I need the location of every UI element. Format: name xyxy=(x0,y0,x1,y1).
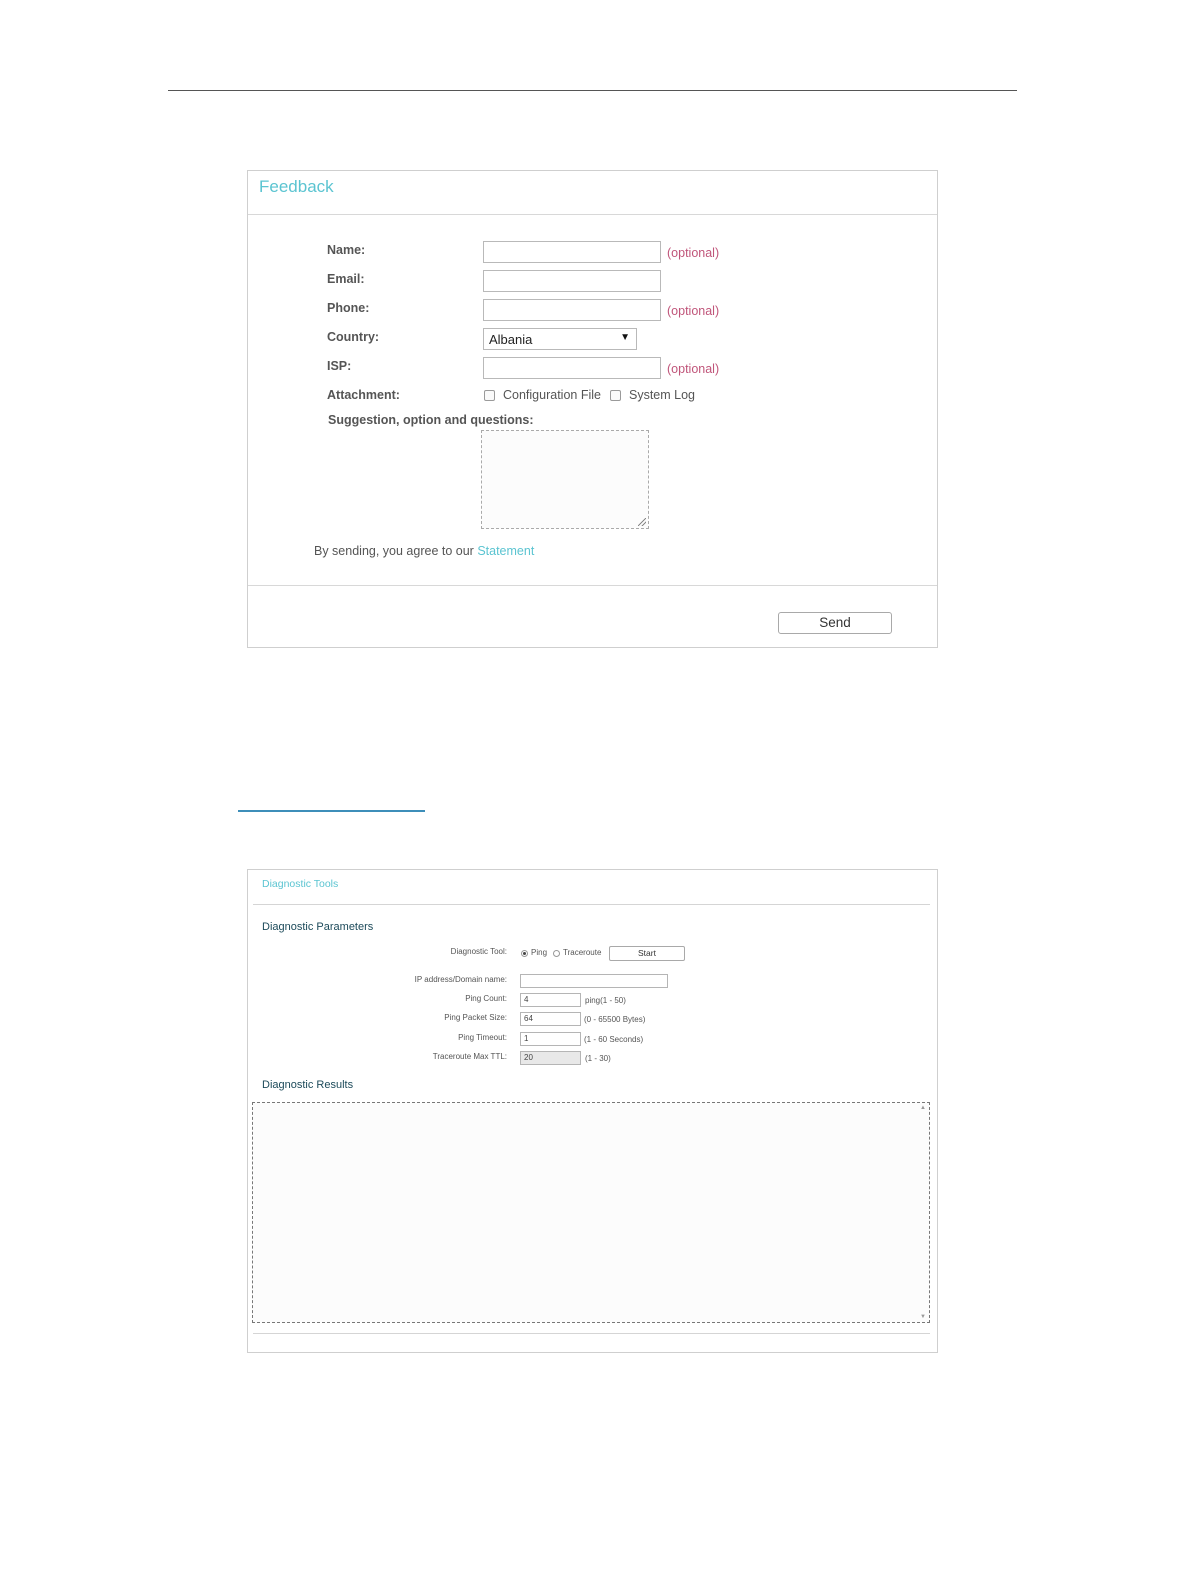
packet-size-input[interactable]: 64 xyxy=(520,1012,581,1026)
suggestion-textarea[interactable] xyxy=(481,430,649,529)
country-select[interactable] xyxy=(483,328,637,350)
phone-field[interactable] xyxy=(483,299,661,321)
packet-size-hint: (0 - 65500 Bytes) xyxy=(584,1015,646,1024)
country-label: Country: xyxy=(327,330,380,344)
diagnostic-results-heading: Diagnostic Results xyxy=(262,1079,354,1091)
config-file-checkbox[interactable] xyxy=(484,390,495,401)
diagnostic-tool-label: Diagnostic Tool: xyxy=(450,947,507,956)
agreement-prefix: By sending, you agree to our xyxy=(314,544,478,558)
isp-field[interactable] xyxy=(483,357,661,379)
scroll-up-icon[interactable]: ▲ xyxy=(920,1105,926,1111)
diagnostic-results-area[interactable] xyxy=(252,1102,930,1323)
name-optional-note: (optional) xyxy=(667,246,720,260)
statement-link[interactable]: Statement xyxy=(477,544,535,558)
name-field[interactable] xyxy=(483,241,661,263)
diagnostic-title: Diagnostic Tools xyxy=(262,878,339,890)
ping-count-label: Ping Count: xyxy=(465,994,507,1003)
ping-timeout-hint: (1 - 60 Seconds) xyxy=(584,1035,644,1044)
diagnostic-footer-divider xyxy=(253,1333,930,1334)
page-top-rule xyxy=(168,90,1017,91)
email-field[interactable] xyxy=(483,270,661,292)
ping-count-hint: ping(1 - 50) xyxy=(585,996,626,1005)
traceroute-ttl-input: 20 xyxy=(520,1051,581,1065)
system-log-checkbox[interactable] xyxy=(610,390,621,401)
phone-label: Phone: xyxy=(327,301,370,315)
diagnostic-header-divider xyxy=(253,904,930,905)
phone-optional-note: (optional) xyxy=(667,304,720,318)
traceroute-radio-label: Traceroute xyxy=(563,948,602,957)
traceroute-ttl-hint: (1 - 30) xyxy=(585,1054,611,1063)
isp-label: ISP: xyxy=(327,359,352,373)
country-select-value: Albania xyxy=(489,332,533,347)
ping-radio[interactable] xyxy=(521,950,528,957)
feedback-footer-divider xyxy=(248,585,937,586)
config-file-label: Configuration File xyxy=(503,388,601,402)
scroll-down-icon[interactable]: ▼ xyxy=(920,1314,926,1320)
feedback-title: Feedback xyxy=(259,177,334,196)
traceroute-radio[interactable] xyxy=(553,950,560,957)
diagnostic-panel xyxy=(247,869,938,1353)
ping-count-input[interactable]: 4 xyxy=(520,993,581,1007)
suggestion-label: Suggestion, option and questions: xyxy=(328,413,534,427)
diagnostic-parameters-heading: Diagnostic Parameters xyxy=(262,921,374,933)
ip-domain-label: IP address/Domain name: xyxy=(414,975,507,984)
results-scrollbar[interactable] xyxy=(919,1105,927,1320)
send-button[interactable]: Send xyxy=(778,612,892,634)
system-log-label: System Log xyxy=(629,388,696,402)
traceroute-ttl-label: Traceroute Max TTL: xyxy=(432,1052,507,1061)
isp-optional-note: (optional) xyxy=(667,362,720,376)
feedback-header-divider xyxy=(248,214,937,215)
ping-radio-label: Ping xyxy=(531,948,548,957)
ip-domain-input[interactable] xyxy=(520,974,668,988)
attachment-label: Attachment: xyxy=(327,388,400,402)
feedback-panel xyxy=(247,170,938,648)
name-label: Name: xyxy=(327,243,366,257)
ping-timeout-label: Ping Timeout: xyxy=(458,1033,507,1042)
dropdown-arrow-icon: ▼ xyxy=(620,332,630,343)
resize-grip-icon[interactable] xyxy=(638,518,646,526)
start-button[interactable]: Start xyxy=(609,946,685,961)
section-heading-rule xyxy=(238,810,425,812)
ping-timeout-input[interactable]: 1 xyxy=(520,1032,581,1046)
email-label: Email: xyxy=(327,272,365,286)
packet-size-label: Ping Packet Size: xyxy=(444,1013,507,1022)
agreement-text xyxy=(314,544,534,558)
